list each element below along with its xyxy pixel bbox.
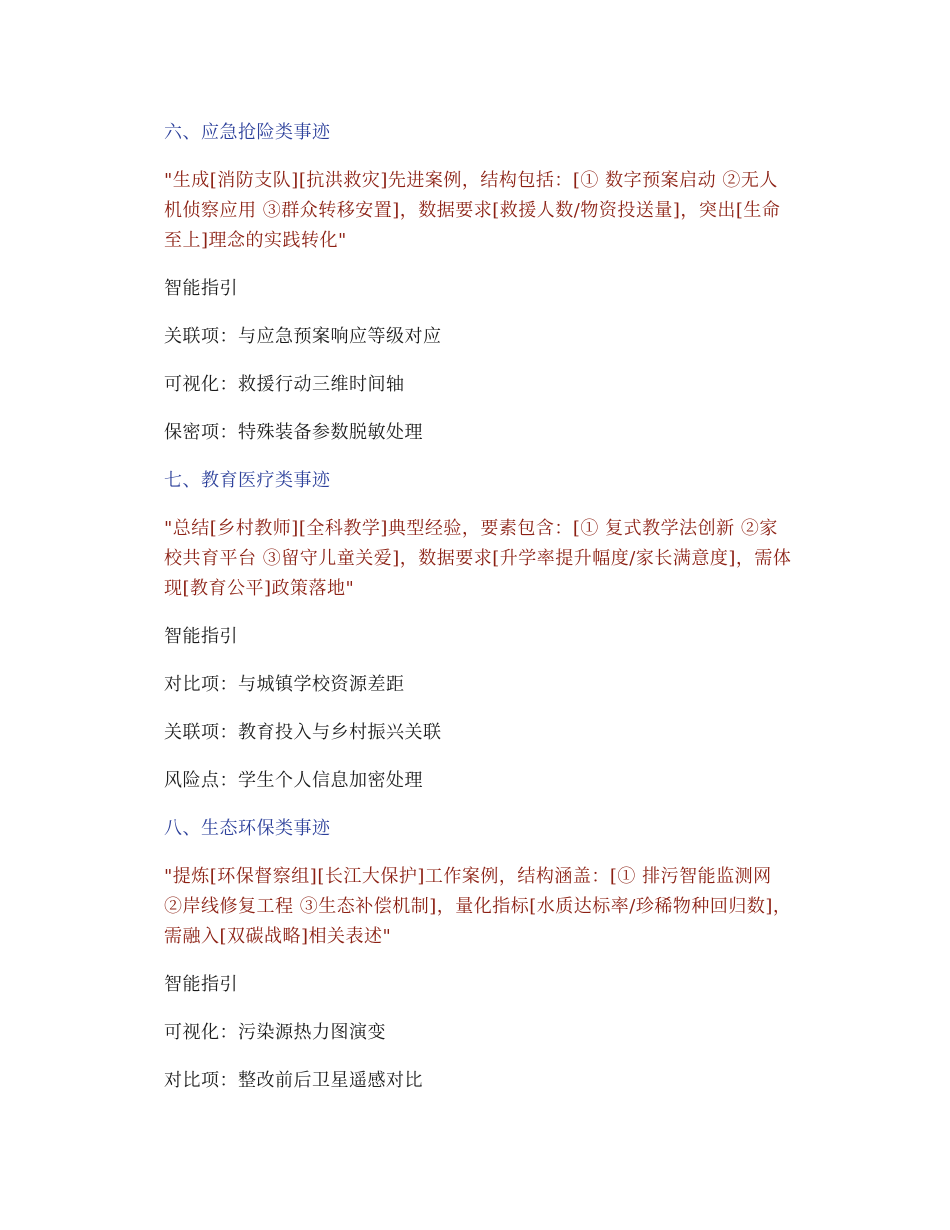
guide-item: 可视化：污染源热力图演变 <box>164 1022 386 1043</box>
prompt-text-emergency: "生成[消防支队][抗洪救灾]先进案例，结构包括：[① 数字预案启动 ②无人机侦察应用 ③群众转移安置]，数据要求[救援人数/物资投送量]，突出[生命至上]理念的实践转化" <box>164 170 781 251</box>
section-heading-education: 七、教育医疗类事迹 <box>164 470 331 491</box>
guide-title: 智能指引 <box>164 626 238 647</box>
prompt-text-education: "总结[乡村教师][全科教学]典型经验，要素包含：[① 复式教学法创新 ②家校共育平台 ③留守儿童关爱]，数据要求[升学率提升幅度/家长满意度]，需体现[教育公平]政策落地" <box>164 518 792 599</box>
guide-item: 对比项：整改前后卫星遥感对比 <box>164 1070 423 1091</box>
prompt-text-ecology: "提炼[环保督察组][长江大保护]工作案例，结构涵盖：[① 排污智能监测网 ②岸线修复工程 ③生态补偿机制]，量化指标[水质达标率/珍稀物种回归数]，需融入[双碳战略]相关表述" <box>164 866 792 947</box>
guide-item: 关联项：教育投入与乡村振兴关联 <box>164 722 442 743</box>
guide-item: 保密项：特殊装备参数脱敏处理 <box>164 422 423 443</box>
section-heading-ecology: 八、生态环保类事迹 <box>164 818 331 839</box>
guide-title: 智能指引 <box>164 278 238 299</box>
guide-item: 对比项：与城镇学校资源差距 <box>164 674 405 695</box>
section-heading-emergency: 六、应急抢险类事迹 <box>164 122 331 143</box>
guide-item: 风险点：学生个人信息加密处理 <box>164 770 423 791</box>
guide-item: 关联项：与应急预案响应等级对应 <box>164 326 442 347</box>
document-page <box>164 118 794 1114</box>
guide-title: 智能指引 <box>164 974 238 995</box>
guide-item: 可视化：救援行动三维时间轴 <box>164 374 405 395</box>
